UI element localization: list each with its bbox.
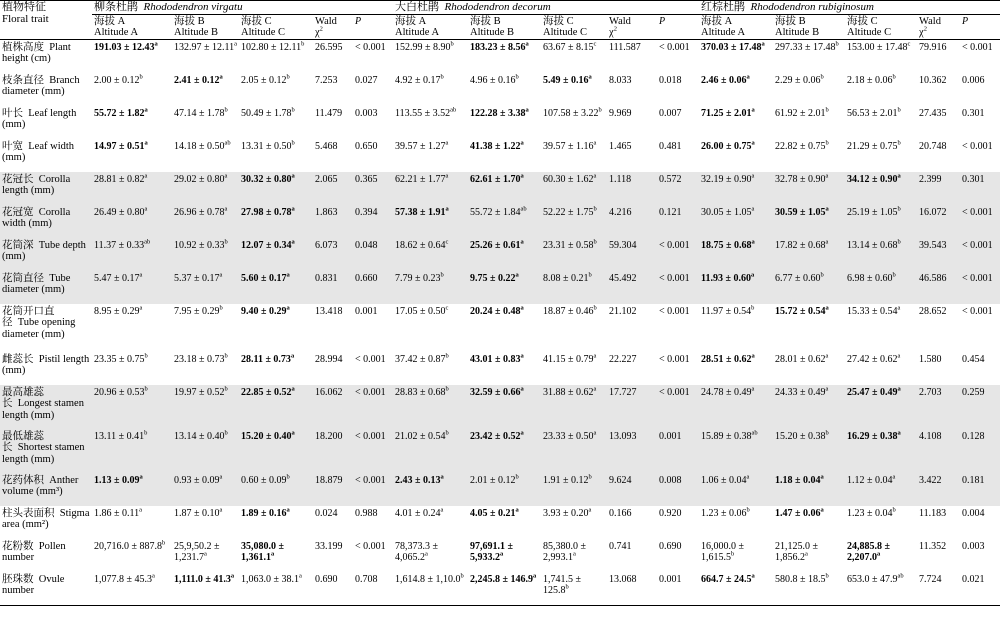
mean-se-cell: 4.96 ± 0.16$^b$: [470, 73, 519, 86]
mean-se-cell: 2.01 ± 0.12$^b$: [468, 473, 541, 506]
mean-se-cell: 1,063.0 ± 38.1$^a$: [241, 572, 302, 585]
p-value-cell: < 0.001: [657, 385, 699, 429]
trait-name-cell: 柱头表面积 Stigma area (mm²): [2, 507, 90, 530]
mean-se-cell: 28.01 ± 0.62$^a$: [775, 352, 829, 365]
p-value-cell: < 0.001: [960, 271, 1000, 304]
mean-se-cell: 43.01 ± 0.83$^a$: [470, 352, 524, 365]
mean-se-cell: 1.47 ± 0.06$^a$: [775, 506, 824, 519]
mean-se-cell: 19.97 ± 0.52$^b$: [172, 385, 239, 429]
mean-se-cell: 2.29 ± 0.06$^b$: [775, 73, 824, 86]
wald-chi2-header: Wald $\chi^2$: [609, 15, 631, 38]
p-value-cell: < 0.001: [962, 41, 993, 53]
p-value-cell: 0.001: [657, 429, 699, 473]
mean-se-cell: 18.62 ± 0.64$^c$: [393, 238, 468, 271]
trait-name-cell: 花药体积 Anther volume (mm³): [0, 473, 92, 506]
mean-se-cell: 21.29 ± 0.75$^b$: [847, 139, 901, 152]
mean-se-cell: 30.05 ± 1.05$^a$: [699, 205, 773, 238]
p-value-cell: 0.259: [960, 385, 1000, 429]
mean-se-cell: 28.81 ± 0.82$^a$: [92, 172, 172, 205]
mean-se-cell: 35,080.0 ± 1,361.1$^a$: [241, 540, 284, 563]
altitude-a-header: 海拔 A Altitude A: [94, 15, 139, 38]
mean-se-cell: 18.87 ± 0.46$^b$: [543, 304, 597, 317]
p-value-cell: 0.454: [962, 353, 985, 365]
mean-se-cell: 1.86 ± 0.11$^a$: [94, 506, 143, 519]
wald-chi2-cell: 1.465: [609, 140, 632, 152]
wald-chi2-cell: 16.062: [313, 385, 353, 429]
trait-name-cell: 花筒深 Tube depth (mm): [0, 238, 92, 271]
mean-se-cell: 14.18 ± 0.50$^{ab}$: [174, 139, 231, 152]
trait-name-cell: 叶长 Leaf length (mm): [2, 107, 77, 130]
subheader-row: [0, 14, 1000, 39]
species-header-1: 柳条杜鹃 Rhododendron virgatu: [92, 1, 393, 15]
wald-chi2-cell: 26.595: [315, 41, 343, 53]
mean-se-cell: 13.14 ± 0.68$^b$: [845, 238, 917, 271]
mean-se-cell: 23.33 ± 0.50$^a$: [541, 429, 607, 473]
wald-chi2-cell: 18.200: [313, 429, 353, 473]
mean-se-cell: 16,000.0 ± 1,615.5$^b$: [701, 540, 745, 563]
mean-se-cell: 52.22 ± 1.75$^b$: [541, 205, 607, 238]
mean-se-cell: 28.83 ± 0.68$^b$: [393, 385, 468, 429]
mean-se-cell: 61.92 ± 2.01$^b$: [775, 106, 829, 119]
mean-se-cell: 23.35 ± 0.75$^b$: [94, 352, 148, 365]
mean-se-cell: 10.92 ± 0.33$^b$: [172, 238, 239, 271]
mean-se-cell: 26.49 ± 0.80$^a$: [92, 205, 172, 238]
table-row: [0, 106, 1000, 139]
mean-se-cell: 153.00 ± 17.48$^c$: [847, 40, 911, 53]
mean-se-cell: 664.7 ± 24.5$^a$: [701, 572, 755, 585]
mean-se-cell: 20.96 ± 0.53$^b$: [92, 385, 172, 429]
mean-se-cell: 18.75 ± 0.68$^a$: [699, 238, 773, 271]
wald-chi2-header: Wald $\chi^2$: [919, 15, 941, 38]
mean-se-cell: 4.01 ± 0.24$^a$: [395, 506, 444, 519]
p-value-header: P: [355, 15, 362, 27]
mean-se-cell: 8.95 ± 0.29$^a$: [94, 304, 143, 317]
p-value-header: P: [659, 15, 666, 27]
mean-se-cell: 15.33 ± 0.54$^a$: [847, 304, 901, 317]
mean-se-cell: 85,380.0 ± 2,993.1$^a$: [543, 540, 587, 563]
p-value-cell: 0.018: [659, 74, 682, 86]
mean-se-cell: 15.89 ± 0.38$^{ab}$: [699, 429, 773, 473]
mean-se-cell: 22.82 ± 0.75$^b$: [775, 139, 829, 152]
table-row: [0, 385, 1000, 429]
altitude-c-header: 海拔 C Altitude C: [543, 15, 588, 38]
mean-se-cell: 4.92 ± 0.17$^b$: [395, 73, 444, 86]
mean-se-cell: 24.78 ± 0.49$^a$: [699, 385, 773, 429]
mean-se-cell: 55.72 ± 1.84$^{ab}$: [468, 205, 541, 238]
wald-chi2-cell: 7.724: [919, 573, 942, 585]
wald-chi2-cell: 20.748: [919, 140, 947, 152]
p-value-cell: < 0.001: [659, 353, 690, 365]
mean-se-cell: 370.03 ± 17.48$^a$: [701, 40, 765, 53]
mean-se-cell: 22.85 ± 0.52$^a$: [239, 385, 313, 429]
mean-se-cell: 2.46 ± 0.06$^a$: [701, 73, 750, 86]
altitude-b-header: 海拔 B Altitude B: [174, 15, 219, 38]
mean-se-cell: 16.29 ± 0.38$^a$: [845, 429, 917, 473]
mean-se-cell: 32.78 ± 0.90$^a$: [773, 172, 845, 205]
mean-se-cell: 13.11 ± 0.41$^b$: [92, 429, 172, 473]
mean-se-cell: 6.98 ± 0.60$^b$: [845, 271, 917, 304]
table-row: [0, 506, 1000, 539]
wald-chi2-cell: 0.690: [315, 573, 338, 585]
wald-chi2-cell: 21.102: [609, 305, 637, 317]
mean-se-cell: 31.88 ± 0.62$^a$: [541, 385, 607, 429]
mean-se-cell: 60.30 ± 1.62$^a$: [541, 172, 607, 205]
wald-chi2-header: Wald $\chi^2$: [315, 15, 337, 38]
mean-se-cell: 23.18 ± 0.73$^b$: [174, 352, 228, 365]
p-value-cell: 0.048: [353, 238, 393, 271]
mean-se-cell: 1.23 ± 0.06$^b$: [701, 506, 750, 519]
mean-se-cell: 7.95 ± 0.29$^b$: [174, 304, 223, 317]
mean-se-cell: 2.41 ± 0.12$^a$: [174, 73, 223, 86]
mean-se-cell: 37.42 ± 0.87$^b$: [395, 352, 449, 365]
mean-se-cell: 27.98 ± 0.78$^a$: [239, 205, 313, 238]
wald-chi2-cell: 33.199: [315, 540, 343, 552]
p-value-cell: 0.301: [960, 172, 1000, 205]
mean-se-cell: 5.60 ± 0.17$^a$: [239, 271, 313, 304]
mean-se-cell: 1.12 ± 0.04$^a$: [845, 473, 917, 506]
altitude-b-header: 海拔 B Altitude B: [470, 15, 515, 38]
wald-chi2-cell: 28.652: [919, 305, 947, 317]
wald-chi2-cell: 27.435: [919, 107, 947, 119]
mean-se-cell: 8.08 ± 0.21$^b$: [541, 271, 607, 304]
mean-se-cell: 78,373.3 ± 4,065.2$^a$: [395, 540, 439, 563]
mean-se-cell: 1.13 ± 0.09$^a$: [92, 473, 172, 506]
mean-se-cell: 122.28 ± 3.38$^a$: [470, 106, 529, 119]
mean-se-cell: 21,125.0 ± 1,856.2$^a$: [775, 540, 819, 563]
p-value-cell: 0.128: [960, 429, 1000, 473]
p-value-cell: 0.394: [353, 205, 393, 238]
species-header-2: 大白杜鹃 Rhododendron decorum: [393, 1, 699, 15]
mean-se-cell: 28.51 ± 0.62$^a$: [701, 352, 755, 365]
p-value-cell: < 0.001: [657, 238, 699, 271]
wald-chi2-cell: 9.624: [607, 473, 657, 506]
mean-se-cell: 62.21 ± 1.77$^a$: [393, 172, 468, 205]
mean-se-cell: 1,741.5 ± 125.8$^b$: [543, 573, 582, 596]
mean-se-cell: 7.79 ± 0.23$^b$: [393, 271, 468, 304]
p-value-cell: < 0.001: [962, 305, 993, 317]
p-value-cell: 0.181: [960, 473, 1000, 506]
p-value-cell: < 0.001: [355, 540, 386, 552]
mean-se-cell: 25,9,50.2 ± 1,231.7$^a$: [174, 540, 220, 563]
trait-name-cell: 叶宽 Leaf width (mm): [2, 140, 75, 163]
mean-se-cell: 27.42 ± 0.62$^a$: [847, 352, 901, 365]
wald-chi2-cell: 7.253: [315, 74, 338, 86]
p-value-cell: 0.021: [962, 573, 985, 585]
mean-se-cell: 15.72 ± 0.54$^a$: [775, 304, 829, 317]
mean-se-cell: 2.43 ± 0.13$^a$: [393, 473, 468, 506]
mean-se-cell: 1.18 ± 0.04$^a$: [773, 473, 845, 506]
mean-se-cell: 15.20 ± 0.38$^b$: [773, 429, 845, 473]
trait-header-cn: 植物特征: [2, 1, 46, 13]
p-value-cell: 0.301: [962, 107, 985, 119]
table-row: [0, 429, 1000, 473]
mean-se-cell: 25.19 ± 1.05$^b$: [845, 205, 917, 238]
table-row: [0, 73, 1000, 106]
table-row: [0, 572, 1000, 606]
altitude-c-header: 海拔 C Altitude C: [847, 15, 892, 38]
wald-chi2-cell: 11.183: [919, 507, 947, 519]
p-value-cell: 0.481: [659, 140, 682, 152]
mean-se-cell: 580.8 ± 18.5$^b$: [775, 572, 829, 585]
mean-se-cell: 183.23 ± 8.56$^a$: [470, 40, 529, 53]
p-value-cell: 0.650: [355, 140, 378, 152]
wald-chi2-cell: 2.703: [917, 385, 960, 429]
mean-se-cell: 39.57 ± 1.16$^a$: [543, 139, 597, 152]
mean-se-cell: 56.53 ± 2.01$^b$: [847, 106, 901, 119]
mean-se-cell: 17.05 ± 0.50$^c$: [395, 304, 449, 317]
mean-se-cell: 21.02 ± 0.54$^b$: [393, 429, 468, 473]
altitude-c-header: 海拔 C Altitude C: [241, 15, 286, 38]
wald-chi2-cell: 1.863: [313, 205, 353, 238]
mean-se-cell: 1.23 ± 0.04$^b$: [847, 506, 896, 519]
wald-chi2-cell: 11.479: [315, 107, 343, 119]
mean-se-cell: 1,614.8 ± 1,10.0$^b$: [395, 572, 464, 585]
altitude-a-header: 海拔 A Altitude A: [701, 15, 746, 38]
wald-chi2-cell: 6.073: [313, 238, 353, 271]
p-value-cell: 0.007: [659, 107, 682, 119]
mean-se-cell: 2.18 ± 0.06$^b$: [847, 73, 896, 86]
mean-se-cell: 191.03 ± 12.43$^a$: [94, 40, 158, 53]
trait-name-cell: 胚珠数 Ovule number: [2, 573, 65, 596]
mean-se-cell: 297.33 ± 17.48$^b$: [775, 40, 839, 53]
wald-chi2-cell: 4.108: [917, 429, 960, 473]
mean-se-cell: 26.96 ± 0.78$^a$: [172, 205, 239, 238]
mean-se-cell: 653.0 ± 47.9$^{ab}$: [847, 572, 904, 585]
table-row: [0, 304, 1000, 352]
wald-chi2-cell: 22.227: [609, 353, 637, 365]
mean-se-cell: 47.14 ± 1.78$^b$: [174, 106, 228, 119]
p-value-cell: < 0.001: [960, 238, 1000, 271]
p-value-cell: 0.660: [353, 271, 393, 304]
mean-se-cell: 41.38 ± 1.22$^a$: [470, 139, 524, 152]
wald-chi2-cell: 13.418: [315, 305, 343, 317]
table-row: [0, 473, 1000, 506]
mean-se-cell: 4.05 ± 0.21$^a$: [470, 506, 519, 519]
p-value-header: P: [962, 15, 969, 27]
mean-se-cell: 50.49 ± 1.78$^b$: [241, 106, 295, 119]
wald-chi2-cell: 46.586: [917, 271, 960, 304]
species-header-3: 红棕杜鹃 Rhododendron rubiginosum: [699, 1, 1000, 15]
mean-se-cell: 102.80 ± 12.11$^b$: [241, 40, 305, 53]
table-row: [0, 238, 1000, 271]
mean-se-cell: 14.97 ± 0.51$^a$: [94, 139, 148, 152]
p-value-cell: < 0.001: [355, 41, 386, 53]
mean-se-cell: 2.05 ± 0.12$^b$: [241, 73, 290, 86]
mean-se-cell: 1,111.0 ± 41.3$^a$: [174, 572, 235, 585]
mean-se-cell: 30.59 ± 1.05$^a$: [773, 205, 845, 238]
mean-se-cell: 20.24 ± 0.48$^a$: [470, 304, 524, 317]
wald-chi2-cell: 4.216: [607, 205, 657, 238]
wald-chi2-cell: 11.352: [919, 540, 947, 552]
p-value-cell: 0.572: [657, 172, 699, 205]
wald-chi2-cell: 1.118: [607, 172, 657, 205]
wald-chi2-cell: 28.994: [315, 353, 343, 365]
wald-chi2-cell: 10.362: [919, 74, 947, 86]
p-value-cell: 0.004: [962, 507, 985, 519]
wald-chi2-cell: 13.068: [609, 573, 637, 585]
mean-se-cell: 1.87 ± 0.10$^a$: [174, 506, 223, 519]
mean-se-cell: 107.58 ± 3.22$^b$: [543, 106, 602, 119]
mean-se-cell: 2.00 ± 0.12$^b$: [94, 73, 143, 86]
table-row: [0, 352, 1000, 385]
wald-chi2-cell: 18.879: [313, 473, 353, 506]
p-value-cell: 0.008: [657, 473, 699, 506]
altitude-b-header: 海拔 B Altitude B: [775, 15, 820, 38]
mean-se-cell: 17.82 ± 0.68$^a$: [773, 238, 845, 271]
trait-name-cell: 最高雄蕊长 Longest stamen length (mm): [0, 385, 92, 429]
mean-se-cell: 1.91 ± 0.12$^b$: [541, 473, 607, 506]
wald-chi2-cell: 8.033: [609, 74, 632, 86]
mean-se-cell: 5.49 ± 0.16$^a$: [543, 73, 592, 86]
mean-se-cell: 32.19 ± 0.90$^a$: [699, 172, 773, 205]
wald-chi2-cell: 59.304: [607, 238, 657, 271]
wald-chi2-cell: 13.093: [607, 429, 657, 473]
mean-se-cell: 12.07 ± 0.34$^a$: [239, 238, 313, 271]
mean-se-cell: 11.93 ± 0.60$^a$: [699, 271, 773, 304]
p-value-cell: 0.006: [962, 74, 985, 86]
mean-se-cell: 26.00 ± 0.75$^a$: [701, 139, 755, 152]
trait-name-cell: 花筒直径 Tube diameter (mm): [0, 271, 92, 304]
mean-se-cell: 63.67 ± 8.15$^c$: [543, 40, 597, 53]
trait-name-cell: 植株高度 Plant height (cm): [2, 41, 71, 64]
mean-se-cell: 28.11 ± 0.73$^a$: [241, 352, 295, 365]
mean-se-cell: 20,716.0 ± 887.8$^b$: [94, 539, 166, 552]
mean-se-cell: 23.42 ± 0.52$^a$: [468, 429, 541, 473]
p-value-cell: 0.121: [657, 205, 699, 238]
p-value-cell: < 0.001: [659, 305, 690, 317]
trait-name-cell: 花筒开口直径 Tube opening diameter (mm): [2, 305, 76, 340]
wald-chi2-cell: 0.741: [609, 540, 632, 552]
p-value-cell: < 0.001: [960, 205, 1000, 238]
p-value-cell: 0.920: [659, 507, 682, 519]
wald-chi2-cell: 39.543: [917, 238, 960, 271]
trait-name-cell: 最低雄蕊长 Shortest stamen length (mm): [0, 429, 92, 473]
mean-se-cell: 13.31 ± 0.50$^b$: [241, 139, 295, 152]
p-value-cell: < 0.001: [962, 140, 993, 152]
mean-se-cell: 13.14 ± 0.40$^b$: [172, 429, 239, 473]
mean-se-cell: 132.97 ± 12.11$^a$: [174, 40, 238, 53]
altitude-a-header: 海拔 A Altitude A: [395, 15, 440, 38]
table-row: [0, 205, 1000, 238]
wald-chi2-cell: 5.468: [315, 140, 338, 152]
wald-chi2-cell: 45.492: [607, 271, 657, 304]
p-value-cell: 0.003: [962, 540, 985, 552]
table-row: [0, 539, 1000, 572]
mean-se-cell: 1.06 ± 0.04$^a$: [699, 473, 773, 506]
p-value-cell: 0.365: [353, 172, 393, 205]
table-row: [0, 139, 1000, 172]
p-value-cell: 0.001: [659, 573, 682, 585]
mean-se-cell: 0.60 ± 0.09$^b$: [239, 473, 313, 506]
mean-se-cell: 9.75 ± 0.22$^a$: [468, 271, 541, 304]
mean-se-cell: 32.59 ± 0.66$^a$: [468, 385, 541, 429]
trait-header-en: Floral trait: [2, 12, 49, 25]
mean-se-cell: 71.25 ± 2.01$^a$: [701, 106, 755, 119]
p-value-cell: < 0.001: [353, 473, 393, 506]
mean-se-cell: 97,691.1 ± 5,933.2$^a$: [470, 540, 514, 563]
wald-chi2-cell: 111.587: [609, 41, 641, 53]
trait-name-cell: 枝条直径 Branch diameter (mm): [2, 74, 80, 97]
p-value-cell: 0.003: [355, 107, 378, 119]
wald-chi2-cell: 0.166: [609, 507, 632, 519]
mean-se-cell: 55.72 ± 1.82$^a$: [94, 106, 148, 119]
mean-se-cell: 1.89 ± 0.16$^a$: [241, 506, 290, 519]
wald-chi2-cell: 1.580: [919, 353, 942, 365]
p-value-cell: 0.001: [355, 305, 378, 317]
p-value-cell: < 0.001: [657, 271, 699, 304]
p-value-cell: 0.988: [355, 507, 378, 519]
mean-se-cell: 62.61 ± 1.70$^a$: [468, 172, 541, 205]
mean-se-cell: 6.77 ± 0.60$^b$: [773, 271, 845, 304]
mean-se-cell: 25.26 ± 0.61$^a$: [468, 238, 541, 271]
wald-chi2-cell: 9.969: [609, 107, 632, 119]
p-value-cell: < 0.001: [355, 353, 386, 365]
table-row: [0, 39, 1000, 73]
p-value-cell: < 0.001: [659, 41, 690, 53]
mean-se-cell: 9.40 ± 0.29$^a$: [241, 304, 290, 317]
wald-chi2-cell: 16.072: [917, 205, 960, 238]
wald-chi2-cell: 2.399: [917, 172, 960, 205]
trait-name-cell: 花粉数 Pollen number: [2, 540, 66, 563]
mean-se-cell: 5.37 ± 0.17$^a$: [172, 271, 239, 304]
mean-se-cell: 25.47 ± 0.49$^a$: [845, 385, 917, 429]
trait-name-cell: 花冠长 Corolla length (mm): [0, 172, 92, 205]
mean-se-cell: 2,245.8 ± 146.9$^a$: [470, 572, 537, 585]
wald-chi2-cell: 2.065: [313, 172, 353, 205]
mean-se-cell: 113.55 ± 3.52$^{ab}$: [395, 106, 457, 119]
mean-se-cell: 1,077.8 ± 45.3$^a$: [94, 572, 155, 585]
table-body: [0, 39, 1000, 605]
mean-se-cell: 30.32 ± 0.80$^a$: [239, 172, 313, 205]
wald-chi2-cell: 0.024: [315, 507, 338, 519]
wald-chi2-cell: 0.831: [313, 271, 353, 304]
mean-se-cell: 3.93 ± 0.20$^a$: [543, 506, 592, 519]
mean-se-cell: 11.97 ± 0.54$^b$: [701, 304, 755, 317]
wald-chi2-cell: 17.727: [607, 385, 657, 429]
wald-chi2-cell: 3.422: [917, 473, 960, 506]
mean-se-cell: 15.20 ± 0.40$^a$: [239, 429, 313, 473]
mean-se-cell: 23.31 ± 0.58$^b$: [541, 238, 607, 271]
wald-chi2-cell: 79.916: [919, 41, 947, 53]
p-value-cell: < 0.001: [353, 429, 393, 473]
mean-se-cell: 39.57 ± 1.27$^a$: [395, 139, 449, 152]
trait-name-cell: 雌蕊长 Pistil length (mm): [2, 353, 90, 376]
mean-se-cell: 29.02 ± 0.80$^a$: [172, 172, 239, 205]
mean-se-cell: 24.33 ± 0.49$^a$: [773, 385, 845, 429]
p-value-cell: 0.708: [355, 573, 378, 585]
mean-se-cell: 0.93 ± 0.09$^a$: [172, 473, 239, 506]
trait-header: [0, 1, 92, 40]
mean-se-cell: 41.15 ± 0.79$^a$: [543, 352, 597, 365]
table-row: [0, 271, 1000, 304]
mean-se-cell: 5.47 ± 0.17$^a$: [92, 271, 172, 304]
mean-se-cell: 152.99 ± 8.90$^b$: [395, 40, 454, 53]
p-value-cell: 0.027: [355, 74, 378, 86]
mean-se-cell: 11.37 ± 0.33$^{ab}$: [92, 238, 172, 271]
p-value-cell: 0.690: [659, 540, 682, 552]
mean-se-cell: 24,885.8 ± 2,207.0$^a$: [847, 540, 891, 563]
p-value-cell: < 0.001: [353, 385, 393, 429]
trait-name-cell: 花冠宽 Corolla width (mm): [0, 205, 92, 238]
mean-se-cell: 34.12 ± 0.90$^a$: [845, 172, 917, 205]
mean-se-cell: 57.38 ± 1.91$^a$: [393, 205, 468, 238]
table-row: [0, 172, 1000, 205]
